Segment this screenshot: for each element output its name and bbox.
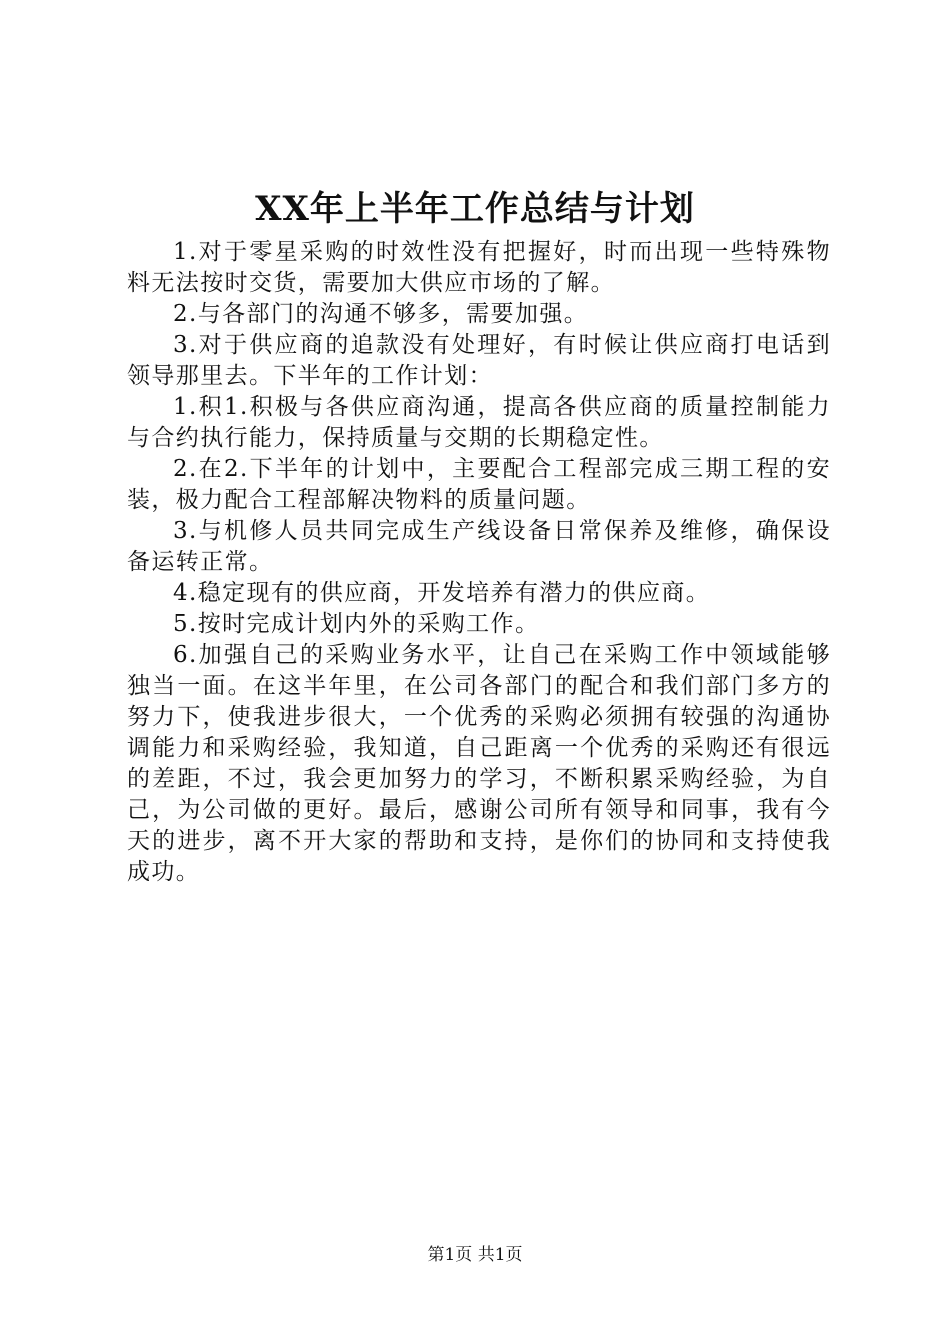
page-footer: [0, 1244, 950, 1266]
paragraph-item-2: 2.与各部门的沟通不够多，需要加强。: [173, 301, 589, 327]
plan-item-6: 6.加强自己的采购业务水平，让自己在采购工作中领域能够独当一面。在这半年里，在公司各部门的配合和我们部门多方的努力下，使我进步很大，一个优秀的采购必须拥有较强的沟通协调能力和采购经验，我知道，自己距离一个优秀的采购还有很远的差距，不过，我会更加努力的学习，不断积累采购经验，为自己，为公司做的更好。最后，感谢公司所有领导和同事，我有今天的进步，离不开大家的帮助和支持，是你们的协同和支持使我成功。: [127, 642, 831, 885]
document-title: XX年上半年工作总结与计划: [255, 189, 695, 229]
plan-item-1: 1.积1.积极与各供应商沟通，提高各供应商的质量控制能力与合约执行能力，保持质量与交期的长期稳定性。: [127, 394, 831, 451]
paragraph-item-3: 3.对于供应商的追款没有处理好，有时候让供应商打电话到领导那里去。下半年的工作计划：: [127, 332, 831, 389]
plan-item-3: 3.与机修人员共同完成生产线设备日常保养及维修，确保设备运转正常。: [127, 518, 831, 575]
paragraph-item-1: 1.对于零星采购的时效性没有把握好，时而出现一些特殊物料无法按时交货，需要加大供应市场的了解。: [127, 239, 831, 296]
plan-item-5: 5.按时完成计划内外的采购工作。: [173, 611, 540, 637]
plan-item-2: 2.在2.下半年的计划中，主要配合工程部完成三期工程的安装，极力配合工程部解决物料的质量问题。: [127, 456, 831, 513]
plan-item-4: 4.稳定现有的供应商，开发培养有潜力的供应商。: [173, 580, 711, 606]
page-number-indicator: 第1页 共1页: [427, 1245, 523, 1265]
document-body: [127, 237, 831, 888]
